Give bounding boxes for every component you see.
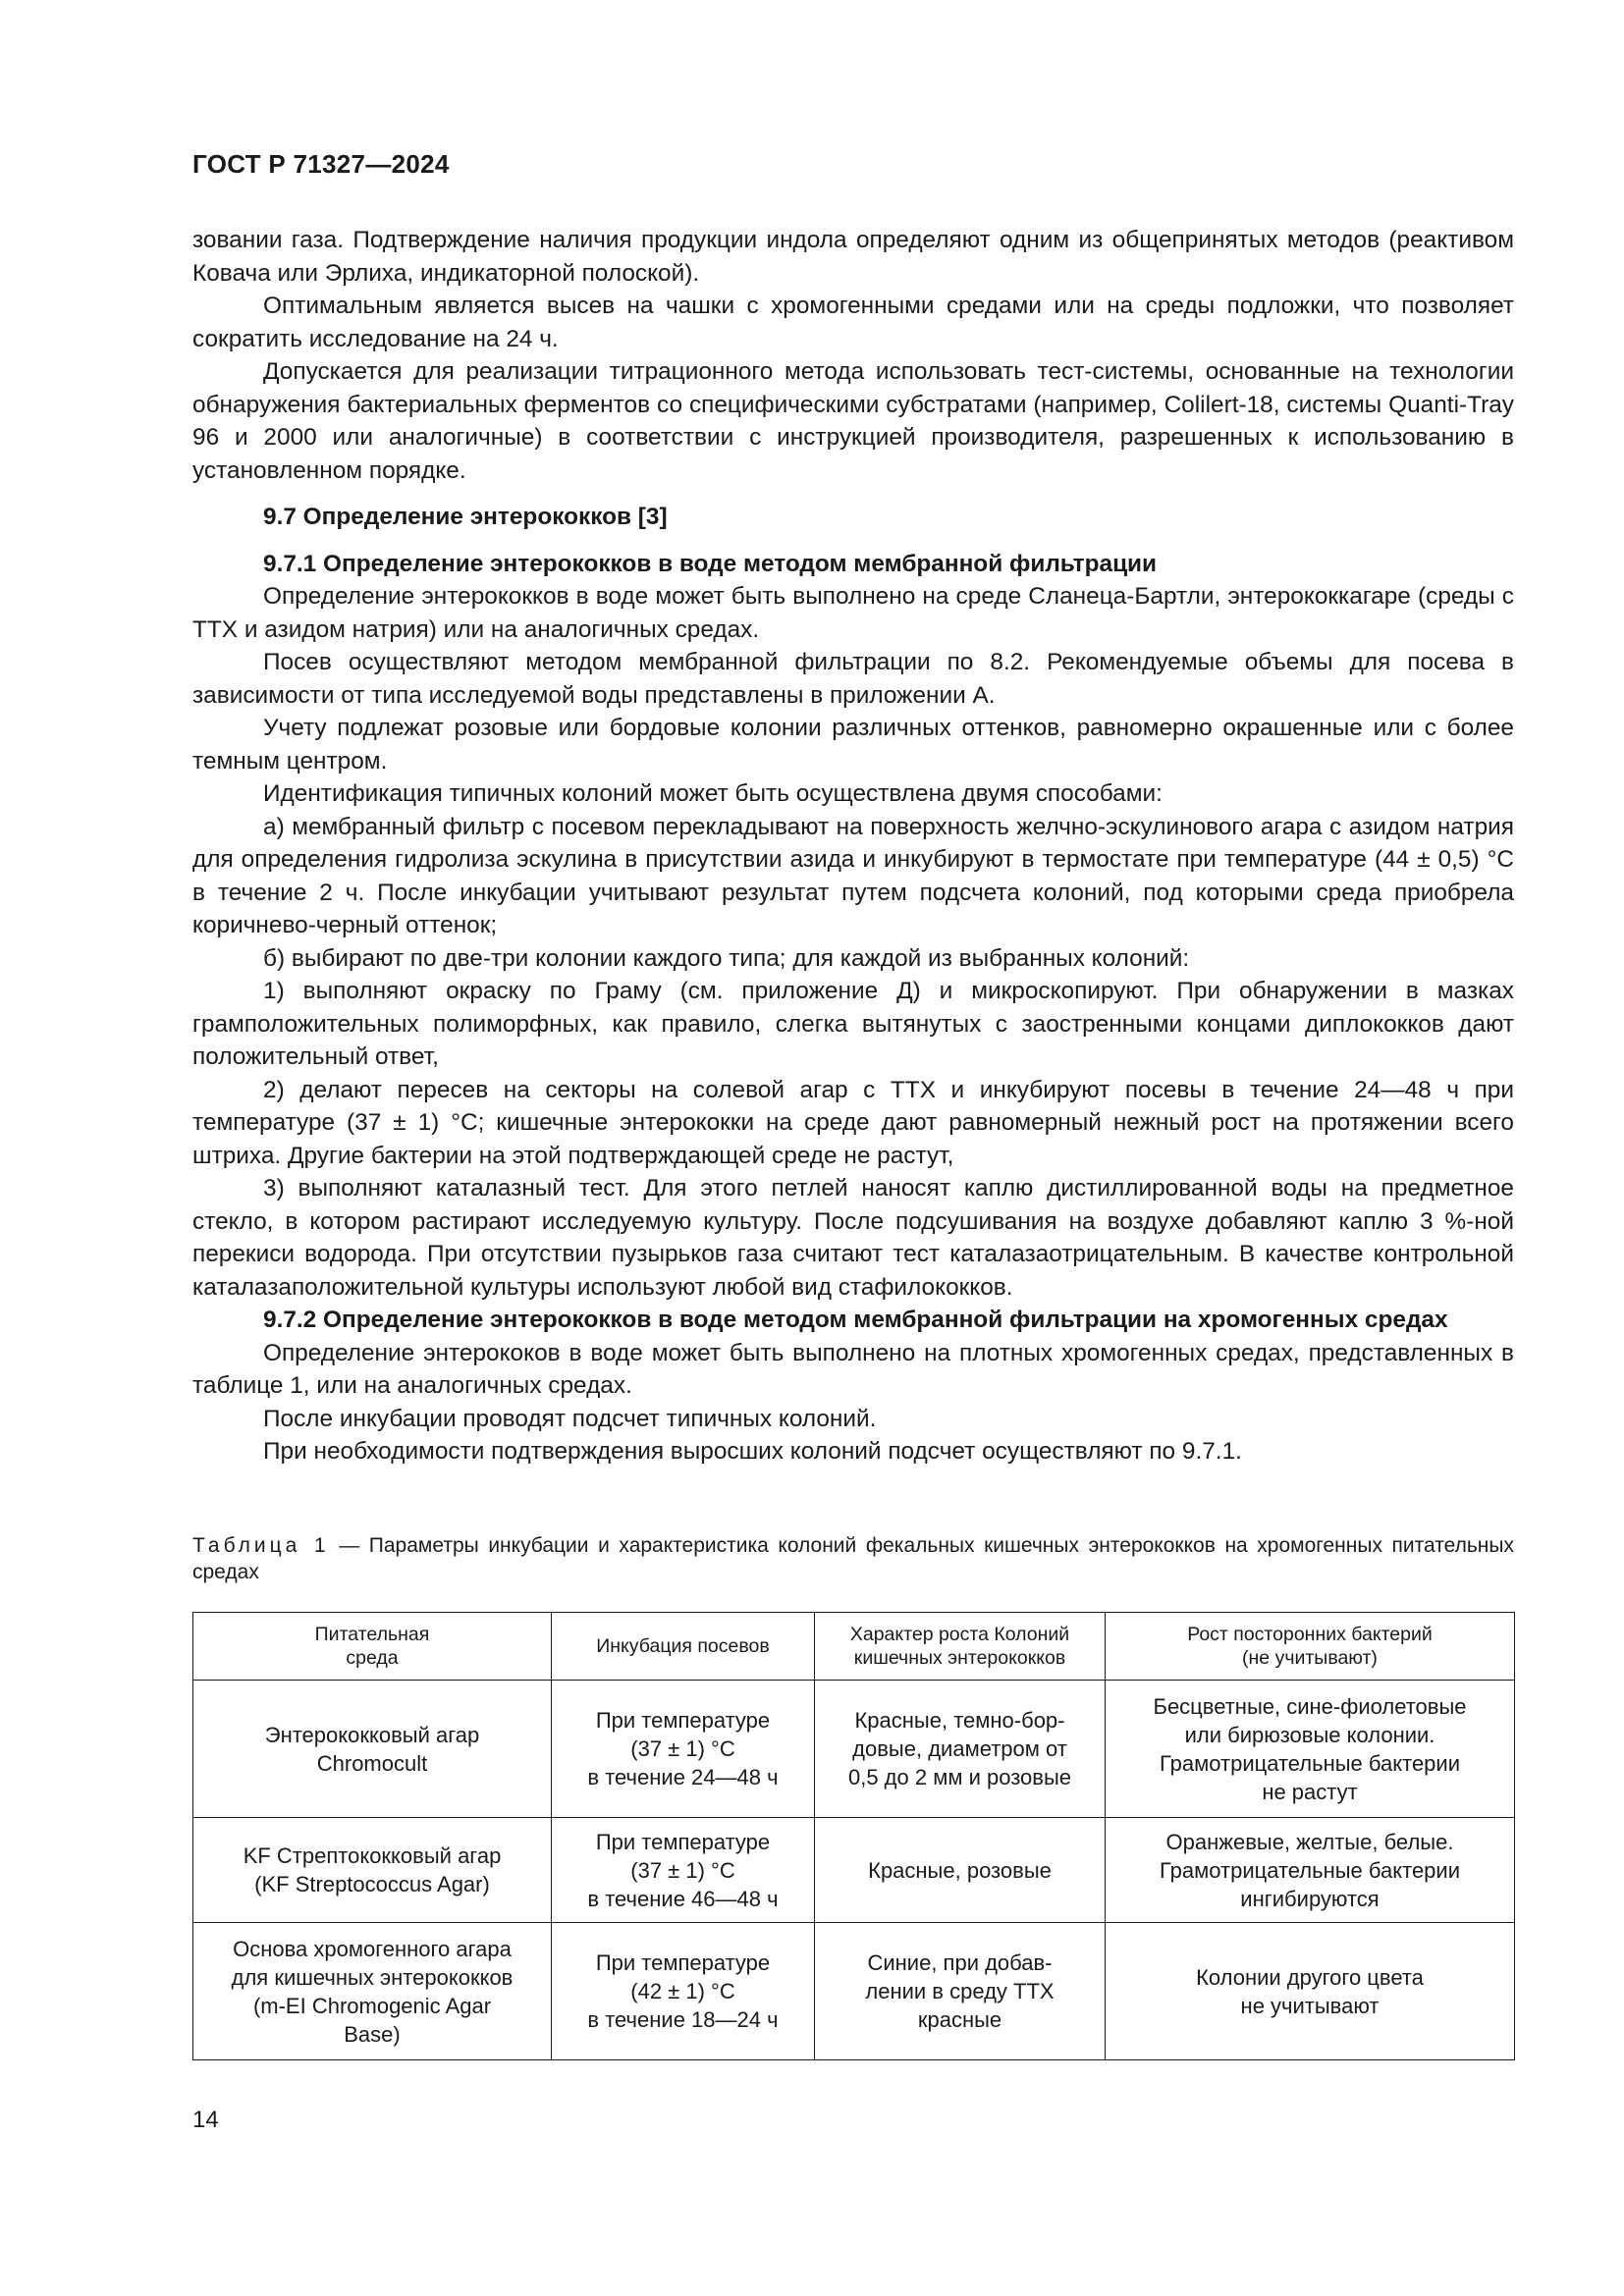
cell-line: Красные, розовые bbox=[868, 1857, 1052, 1883]
cell-line: в течение 46—48 ч bbox=[587, 1886, 779, 1911]
table-cell bbox=[552, 1681, 815, 1818]
cell-line: (37 ± 1) °С bbox=[630, 1736, 735, 1761]
cell-line: Бесцветные, сине-фиолетовые bbox=[1153, 1693, 1467, 1719]
table-cell bbox=[815, 1923, 1106, 2060]
page-number: 14 bbox=[192, 2107, 219, 2133]
cell-line: Питательная bbox=[314, 1624, 430, 1645]
cell-line: (37 ± 1) °С bbox=[630, 1857, 735, 1883]
cell-line: кишечных энтерококков bbox=[853, 1647, 1066, 1669]
table-header-row bbox=[193, 1613, 1515, 1681]
cell-line: При температуре bbox=[595, 1829, 771, 1854]
cell-line: Base) bbox=[344, 2021, 401, 2047]
cell-line: Грамотрицательные бактерии bbox=[1159, 1857, 1460, 1883]
cell-line: для кишечных энтерококков bbox=[231, 1964, 514, 1990]
cell-line: в течение 18—24 ч bbox=[587, 2007, 779, 2032]
header-cell bbox=[815, 1613, 1106, 1681]
header-cell bbox=[1106, 1613, 1515, 1681]
cell-line: не растут bbox=[1262, 1779, 1358, 1804]
paragraph: Определение энтерококков в воде может быть выполнено на среде Сланеца-Бартли, энтерококкагаре (среды с ТТХ и азидом натрия) или на аналогичных средах. bbox=[192, 583, 1514, 643]
cell-line: среда bbox=[346, 1647, 399, 1669]
cell-line: При температуре bbox=[595, 1950, 771, 1975]
paragraph: При необходимости подтверждения выросших колоний подсчет осуществляют по 9.7.1. bbox=[263, 1438, 1242, 1465]
cell-line: Энтерококковый агар bbox=[264, 1722, 480, 1747]
table-caption-label: Таблица 1 bbox=[192, 1534, 330, 1557]
header-cell bbox=[552, 1613, 815, 1681]
cell-line: KF Стрептококковый агар bbox=[243, 1843, 502, 1868]
cell-line: или бирюзовые колонии. bbox=[1184, 1722, 1435, 1747]
body-text bbox=[192, 224, 1514, 1468]
paragraph: После инкубации проводят подсчет типичных колоний. bbox=[263, 1405, 877, 1432]
incubation-table bbox=[192, 1612, 1515, 2060]
cell-line: Синие, при добав- bbox=[867, 1950, 1053, 1975]
cell-line: Колонии другого цвета bbox=[1196, 1964, 1424, 1990]
cell-line: красные bbox=[917, 2007, 1002, 2032]
list-item: 1) выполняют окраску по Граму (см. приложение Д) и микроскопируют. При обнаружении в мазках грамположительных полиморфных, как правило, слегка вытянутых с заостренными концами диплококков дают положительный ответ, bbox=[192, 978, 1514, 1070]
cell-line: довые, диаметром от bbox=[852, 1736, 1067, 1761]
table-cell bbox=[193, 1818, 552, 1923]
table-row bbox=[193, 1818, 1515, 1923]
cell-line: Грамотрицательные бактерии bbox=[1159, 1750, 1460, 1776]
table-caption-text: — Параметры инкубации и характеристика колоний фекальных кишечных энтерококков на хромогенных питательных средах bbox=[192, 1534, 1514, 1583]
table-cell bbox=[552, 1923, 815, 2060]
cell-line: (m-EI Chromogenic Agar bbox=[252, 1993, 492, 2018]
table-cell bbox=[1106, 1923, 1515, 2060]
table-caption bbox=[192, 1532, 1514, 1585]
paragraph: Посев осуществляют методом мембранной фильтрации по 8.2. Рекомендуемые объемы для посева в зависимости от типа исследуемой воды представлены в приложении А. bbox=[192, 649, 1514, 709]
paragraph: Определение энтерококов в воде может быть выполнено на плотных хромогенных средах, представленных в таблице 1, или на аналогичных средах. bbox=[192, 1339, 1514, 1399]
cell-line: (KF Streptococcus Agar) bbox=[254, 1872, 490, 1896]
cell-line: в течение 24—48 ч bbox=[587, 1765, 779, 1789]
table-cell bbox=[193, 1923, 552, 2060]
table-cell bbox=[1106, 1681, 1515, 1818]
table-row bbox=[193, 1923, 1515, 2060]
list-item: 3) выполняют каталазный тест. Для этого петлей наносят каплю дистиллированной воды на предметное стекло, в котором растирают исследуемую культуру. После подсушивания на воздухе добавляют каплю 3 %-ной перекиси водорода. При отсутствии пузырьков газа считают тест каталазаотрицательным. В качестве контрольной каталазаположительной культуры используют любой вид стафилококков. bbox=[192, 1175, 1514, 1301]
paragraph: зовании газа. Подтверждение наличия продукции индола определяют одним из общепринятых методов (реактивом Ковача или Эрлиха, индикаторной полоской). bbox=[192, 227, 1514, 287]
paragraph: Допускается для реализации титрационного метода использовать тест-системы, основанные на технологии обнаружения бактериальных ферментов со специфическими субстратами (например, Colilert-18, системы Quanti-Tray 96 и 2000 или аналогичные) в соответствии с инструкцией производителя, разрешенных к использованию в установленном порядке. bbox=[192, 358, 1514, 484]
cell-line: (не учитывают) bbox=[1242, 1647, 1378, 1669]
cell-line: При температуре bbox=[595, 1708, 771, 1733]
cell-line: Оранжевые, желтые, белые. bbox=[1165, 1829, 1454, 1854]
table-cell bbox=[815, 1681, 1106, 1818]
cell-line: Характер роста Колоний bbox=[849, 1624, 1070, 1645]
paragraph: Оптимальным является высев на чашки с хромогенными средами или на среды подложки, что позволяет сократить исследование на 24 ч. bbox=[192, 293, 1514, 352]
paragraph: Учету подлежат розовые или бордовые колонии различных оттенков, равномерно окрашенные или с более темным центром. bbox=[192, 715, 1514, 774]
header-cell bbox=[193, 1613, 552, 1681]
table-cell bbox=[1106, 1818, 1515, 1923]
section-heading-9-7: 9.7 Определение энтерококков [3] bbox=[263, 504, 668, 530]
table-cell bbox=[193, 1681, 552, 1818]
subsection-heading-9-7-2: 9.7.2 Определение энтерококков в воде методом мембранной фильтрации на хромогенных средах bbox=[263, 1307, 1448, 1333]
subsection-heading-9-7-1: 9.7.1 Определение энтерококков в воде методом мембранной фильтрации bbox=[263, 550, 1158, 577]
table-cell bbox=[815, 1818, 1106, 1923]
table-cell bbox=[552, 1818, 815, 1923]
cell-line: Основа хромогенного агара bbox=[233, 1936, 512, 1961]
list-item: б) выбирают по две-три колонии каждого типа; для каждой из выбранных колоний: bbox=[263, 944, 1190, 972]
cell-line: Красные, темно-бор- bbox=[854, 1708, 1065, 1733]
cell-line: (42 ± 1) °С bbox=[630, 1979, 735, 2003]
table-row bbox=[193, 1681, 1515, 1818]
cell-line: ингибируются bbox=[1240, 1886, 1380, 1911]
list-item: а) мембранный фильтр с посевом перекладывают на поверхность желчно-эскулинового агара с азидом натрия для определения гидролиза эскулина в присутствии азида и инкубируют в термостате при температуре (44 ± 0,5) °С в течение 2 ч. После инкубации учитывают результат путем подсчета колоний, под которыми среда приобрела коричнево-черный оттенок; bbox=[192, 813, 1514, 938]
cell-line: 0,5 до 2 мм и розовые bbox=[847, 1765, 1072, 1789]
list-item: 2) делают пересев на секторы на солевой агар с ТТХ и инкубируют посевы в течение 24—48 ч при температуре (37 ± 1) °С; кишечные энтерококки на среде дают равномерный нежный рост на протяжении всего штриха. Другие бактерии на этой подтверждающей среде не растут, bbox=[192, 1076, 1514, 1169]
cell-line: не учитывают bbox=[1240, 1993, 1380, 2018]
paragraph: Идентификация типичных колоний может быть осуществлена двумя способами: bbox=[263, 780, 1163, 807]
cell-line: лении в среду ТТХ bbox=[865, 1979, 1055, 2003]
cell-line: Chromocult bbox=[316, 1750, 428, 1776]
cell-line: Инкубация посевов bbox=[596, 1635, 770, 1657]
document-header: ГОСТ Р 71327—2024 bbox=[192, 149, 450, 179]
cell-line: Рост посторонних бактерий bbox=[1187, 1624, 1433, 1645]
